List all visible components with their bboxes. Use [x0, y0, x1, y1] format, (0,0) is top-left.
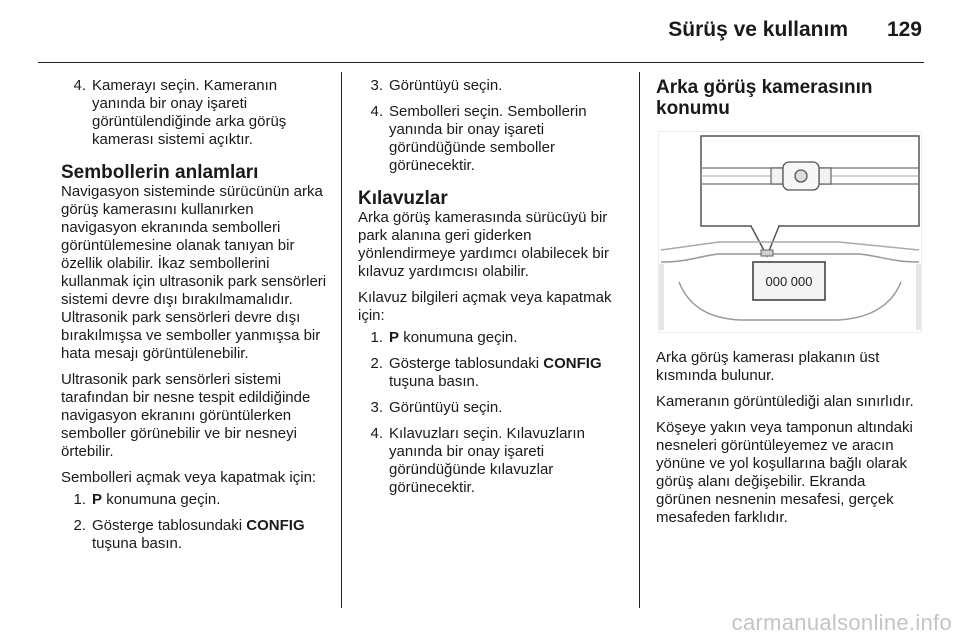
- keyword-p: P: [389, 329, 400, 346]
- list-text: Kamerayı seçin. Kameranın yanında bir onay işareti görüntülendiğinde arka görüş kamerası sistemi açıktır.: [92, 77, 287, 148]
- list-text: Görüntüyü seçin.: [389, 399, 503, 416]
- list-text-post: tuşuna basın.: [92, 535, 183, 552]
- list-text: [389, 329, 628, 347]
- page-header-title: Sürüş ve kullanım: [668, 18, 848, 41]
- section-heading-symbols: Sembollerin anlamları: [61, 162, 259, 183]
- list-text: [92, 491, 331, 509]
- list-text-rest: konumuna geçin.: [403, 329, 518, 346]
- list-item: [358, 329, 628, 347]
- column-left: [61, 77, 331, 561]
- column-divider-left: [341, 72, 342, 608]
- section-heading-camera-location: Arka görüş kamerasının konumu: [656, 77, 873, 119]
- list-item: [358, 355, 628, 391]
- list-text-pre: Gösterge tablosundaki: [389, 355, 540, 372]
- list-text-pre: Gösterge tablosundaki: [92, 517, 243, 534]
- list-number: 3.: [370, 77, 383, 94]
- paragraph: Kılavuz bilgileri açmak veya kapatmak için:: [358, 289, 612, 324]
- keyword-p: P: [92, 491, 103, 508]
- list-text: Görüntüyü seçin.: [389, 77, 503, 94]
- list-number: 1.: [73, 491, 86, 508]
- paragraph: Kameranın görüntülediği alan sınırlıdır.: [656, 393, 914, 410]
- column-right: [656, 77, 924, 535]
- list-text: [389, 355, 628, 391]
- column-divider-right: [639, 72, 640, 608]
- list-text: Sembolleri seçin. Sembollerin yanında bir onay işareti göründüğünde semboller görünecektir.: [389, 103, 587, 174]
- license-plate-text: 000 000: [765, 274, 813, 289]
- camera-location-illustration: [659, 132, 921, 332]
- list-item: [358, 77, 628, 95]
- list-number: 1.: [370, 329, 383, 346]
- list-text: Kılavuzları seçin. Kılavuzların yanında bir onay işareti göründüğünde kılavuzlar görünecektir.: [389, 425, 585, 496]
- paragraph: Arka görüş kamerasında sürücüyü bir park alanına geri giderken yönlendirmeye yardımcı olabilecek bir kılavuz yardımcısı olabilir.: [358, 209, 609, 280]
- list-number: 4.: [370, 425, 383, 442]
- list-number: 2.: [370, 355, 383, 372]
- section-heading-guidelines: Kılavuzlar: [358, 188, 448, 209]
- list-item: [61, 517, 331, 553]
- list-text: [92, 517, 331, 553]
- keyword-config: CONFIG: [543, 355, 602, 372]
- paragraph: Köşeye yakın veya tamponun altındaki nesneleri görüntüleyemez ve aracın yönüne ve yol koşullarına bağlı olarak görüş alanı değişebilir. Ekranda görünen nesnenin mesafesi, gerçek mesafeden farklıdır.: [656, 419, 913, 526]
- list-number: 4.: [370, 103, 383, 120]
- list-item: [358, 425, 628, 497]
- list-number: 3.: [370, 399, 383, 416]
- list-item: [358, 399, 628, 417]
- page-number: 129: [886, 18, 922, 41]
- paragraph: Navigasyon sisteminde sürücünün arka görüş kamerasını kullanırken navigasyon ekranında sembolleri görüntülemesine olanak tanıyan bir özellik olabilir. İkaz sembollerini kullanmak için ultrasonik park sensörleri sistemi devre dışı bırakılmamalıdır. Ultrasonik park sensörleri devre dışı bırakılmışsa ve semboller yanmışsa bir hata mesajı görüntülenebilir.: [61, 183, 327, 362]
- paragraph: Ultrasonik park sensörleri sistemi tarafından bir nesne tespit edildiğinde navigasyon ekranını görüntülerken semboller görünebilir ve bir nesneyi örtebilir.: [61, 371, 311, 460]
- paragraph: Sembolleri açmak veya kapatmak için:: [61, 469, 317, 486]
- list-text-rest: konumuna geçin.: [106, 491, 221, 508]
- header-rule: [38, 62, 924, 63]
- column-middle: [358, 77, 628, 505]
- list-item: [61, 491, 331, 509]
- list-number: 4.: [73, 77, 86, 94]
- watermark-link[interactable]: carmanualsonline.info: [731, 610, 952, 635]
- paragraph: Arka görüş kamerası plakanın üst kısmında bulunur.: [656, 349, 880, 384]
- list-item: [61, 77, 331, 149]
- list-item: [358, 103, 628, 175]
- keyword-config: CONFIG: [246, 517, 305, 534]
- list-text-post: tuşuna basın.: [389, 373, 480, 390]
- camera-location-figure: [658, 131, 922, 333]
- list-number: 2.: [73, 517, 86, 534]
